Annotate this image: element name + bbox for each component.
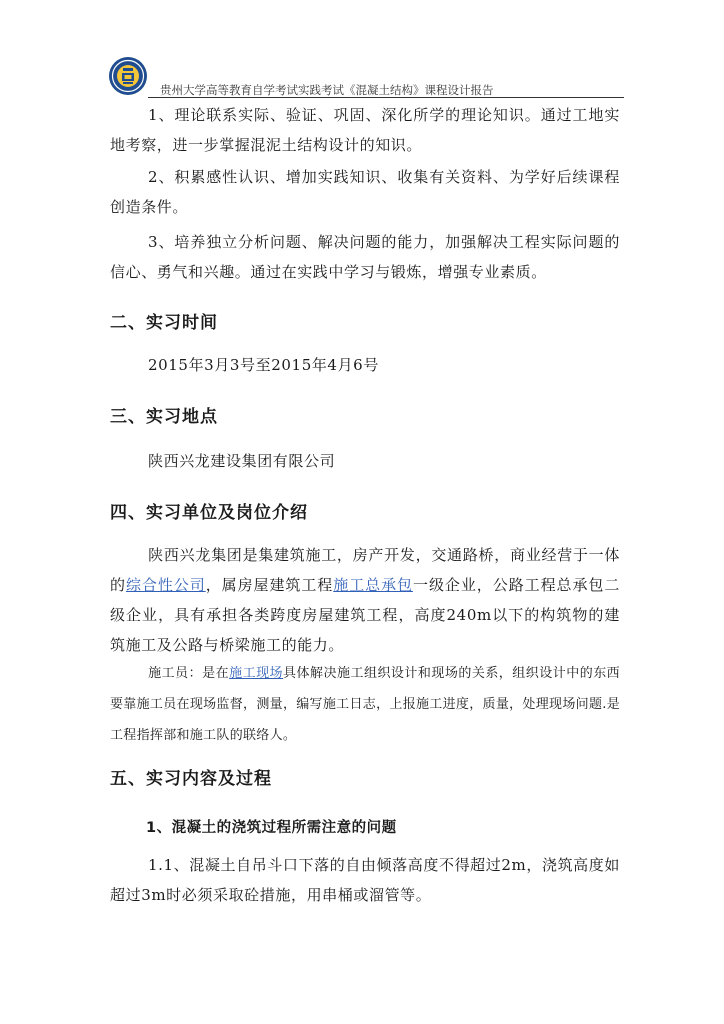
- constructor-role: 施工员：是在施工现场具体解决施工组织设计和现场的关系，组织设计中的东西要靠施工员在现场监督，测量，编写施工日志，上报施工进度，质量，处理现场问题.是工程指挥部和施工队的联络人。: [110, 666, 620, 743]
- university-seal-icon: [108, 56, 148, 96]
- internship-location: 陕西兴龙建设集团有限公司: [148, 452, 336, 470]
- header-rule: [148, 97, 624, 98]
- section-unit-heading: 四、实习单位及岗位介绍: [110, 503, 308, 523]
- link-construction-site[interactable]: 施工现场: [229, 666, 284, 681]
- subsection-concrete-pouring: 1、混凝土的浇筑过程所需注意的问题: [146, 820, 397, 836]
- goal-1: 1、理论联系实际、验证、巩固、深化所学的理论知识。通过工地实地考察，进一步掌握混泥土结构设计的知识。: [110, 106, 620, 154]
- internship-time: 2015年3月3号至2015年4月6号: [148, 356, 379, 374]
- item-1-1: 1.1、混凝土自吊斗口下落的自由倾落高度不得超过2m，浇筑高度如超过3m时必须采取砼措施，用串桶或溜管等。: [110, 856, 620, 904]
- link-general-contractor[interactable]: 施工总承包: [333, 576, 413, 594]
- header-title: 贵州大学高等教育自学考试实践考试《混凝土结构》课程设计报告: [160, 83, 494, 97]
- goal-2: 2、积累感性认识、增加实践知识、收集有关资料、为学好后续课程创造条件。: [110, 168, 620, 216]
- goal-3: 3、培养独立分析问题、解决问题的能力，加强解决工程实际问题的信心、勇气和兴趣。通过在实践中学习与锻炼，增强专业素质。: [110, 233, 620, 281]
- company-intro: 陕西兴龙集团是集建筑施工，房产开发，交通路桥，商业经营于一体的综合性公司，属房屋建筑工程施工总承包一级企业，公路工程总承包二级企业，具有承担各类跨度房屋建筑工程，高度240m以下的构筑物的建筑施工及公路与桥梁施工的能力。: [110, 546, 620, 654]
- section-time-heading: 二、实习时间: [110, 313, 218, 333]
- section-location-heading: 三、实习地点: [110, 407, 218, 427]
- section-content-heading: 五、实习内容及过程: [110, 769, 272, 789]
- link-comprehensive-company[interactable]: 综合性公司: [125, 576, 206, 594]
- page-header: [108, 52, 624, 98]
